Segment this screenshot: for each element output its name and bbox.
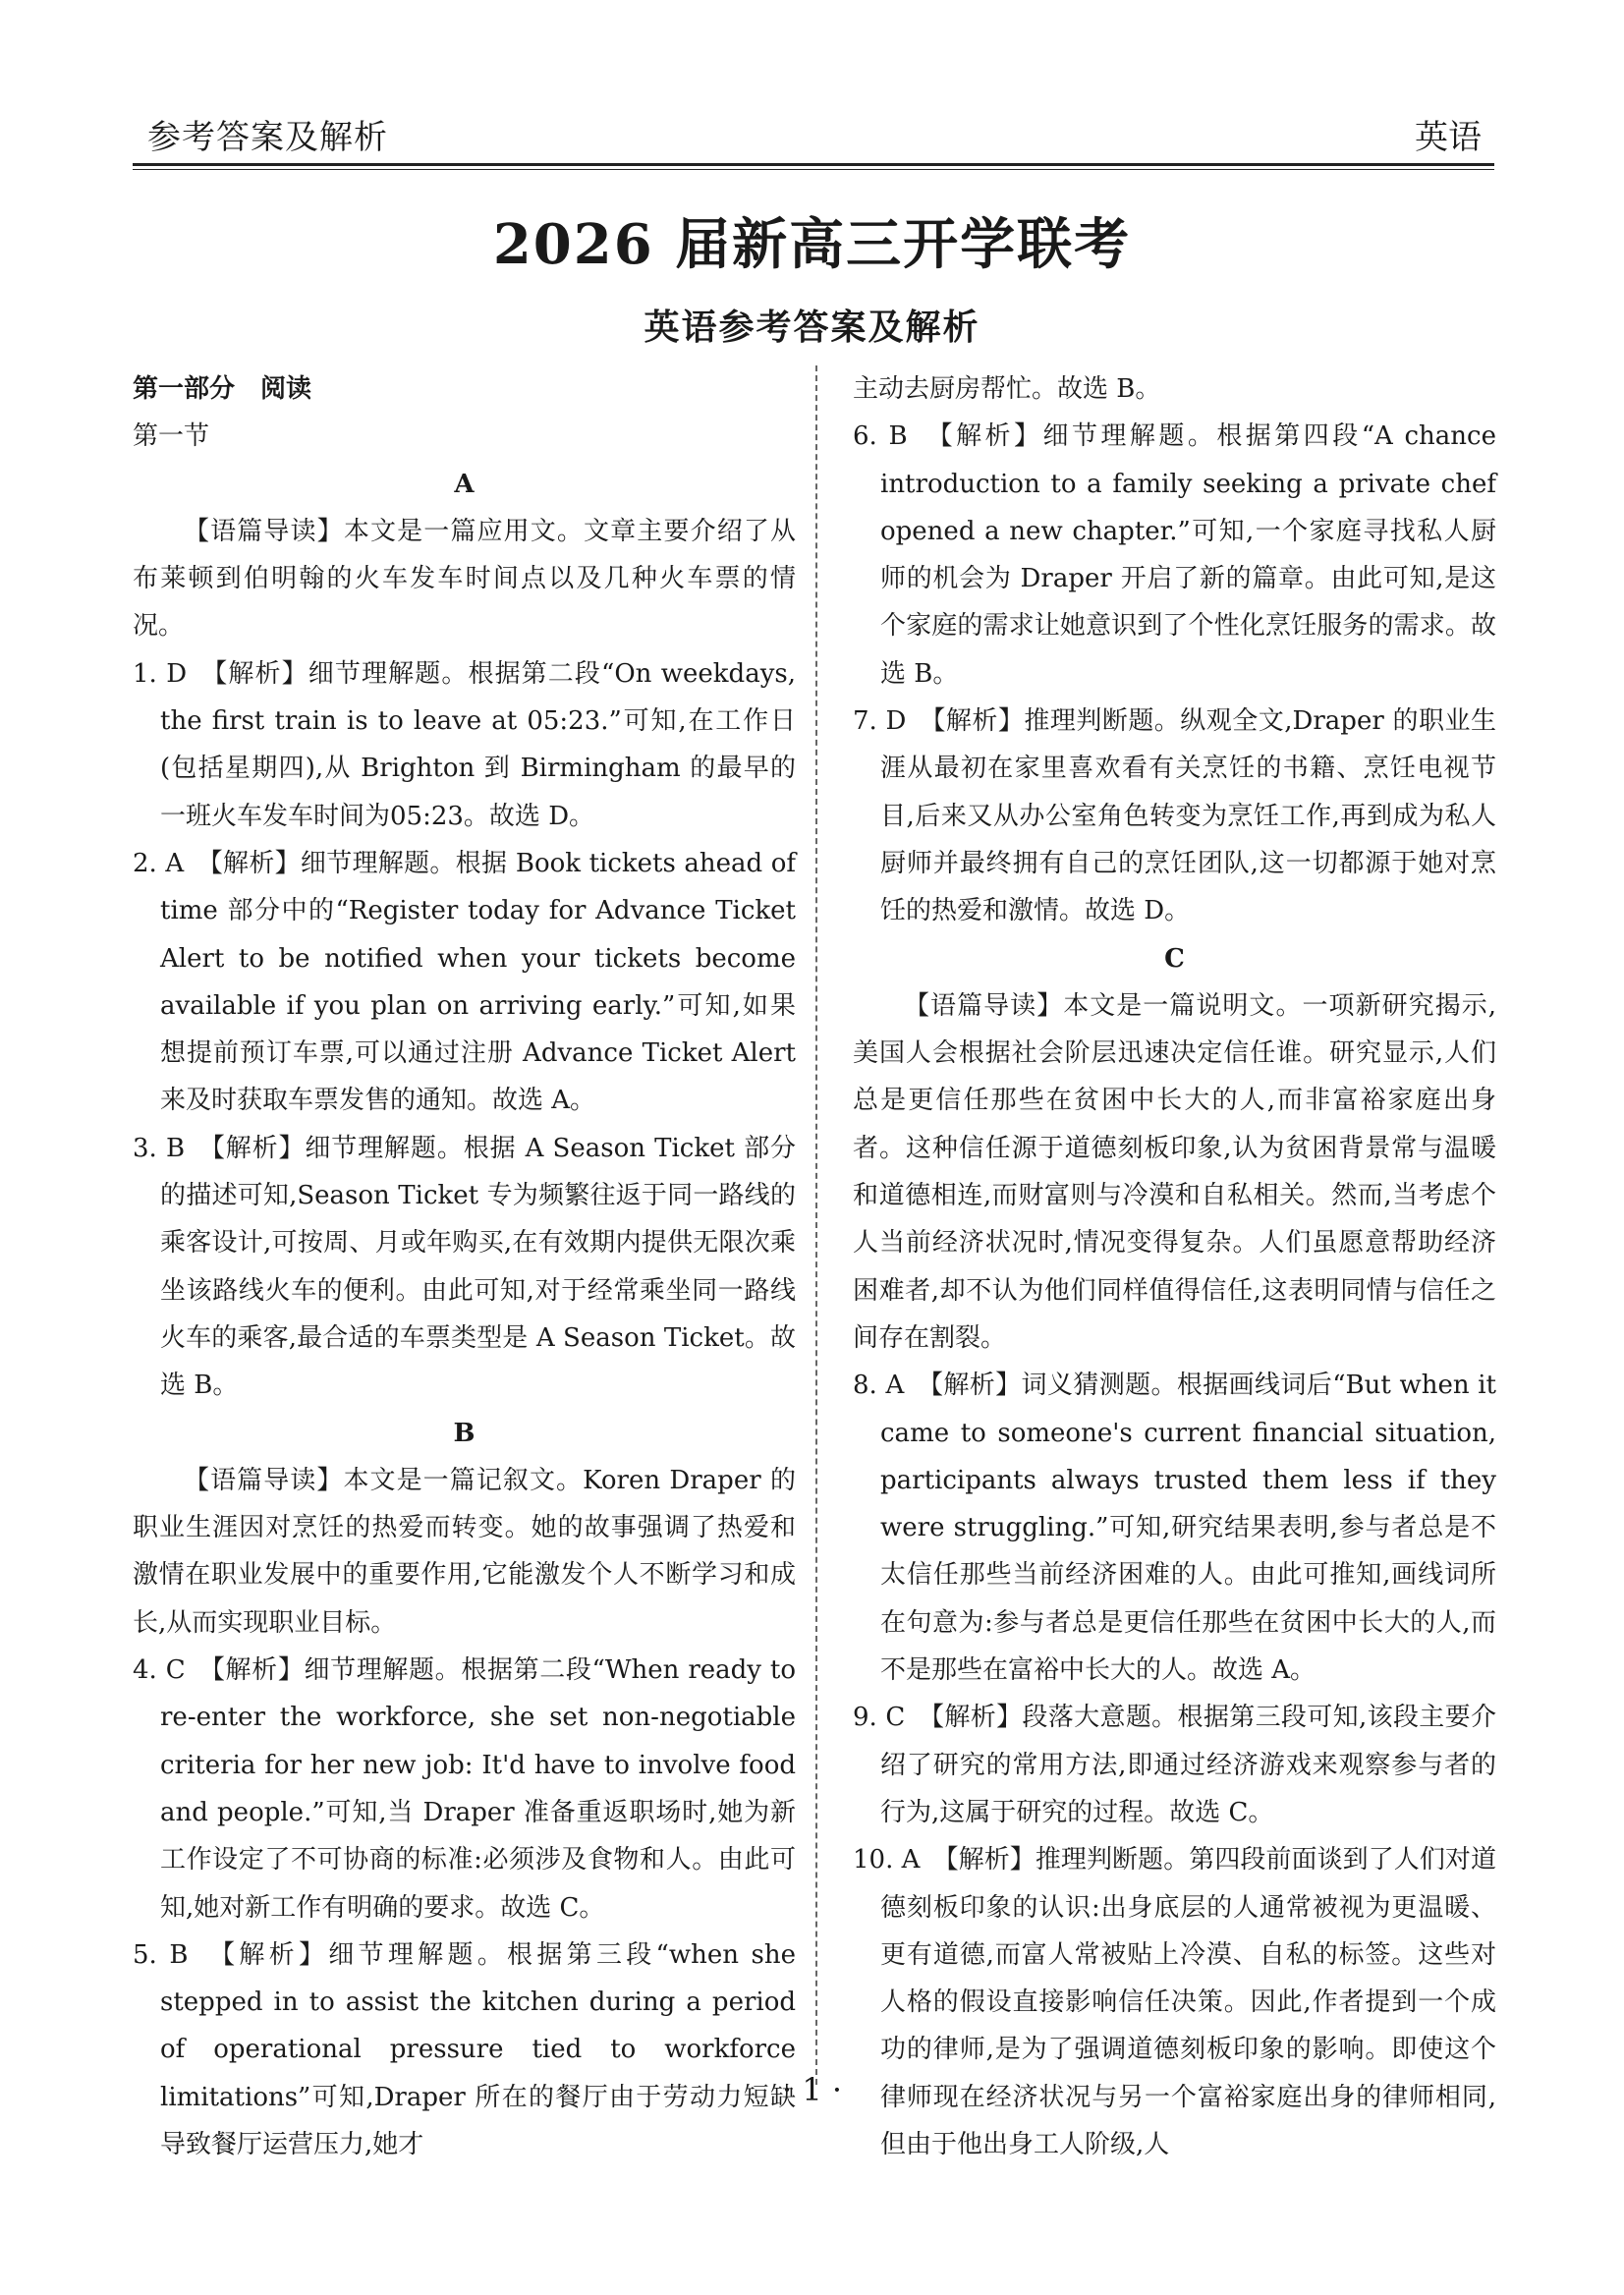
header-rule-thin xyxy=(133,169,1494,170)
passage-c-intro: 【语篇导读】本文是一篇说明文。一项新研究揭示,美国人会根据社会阶层迅速决定信任谁。研究显示,人们总是更信任那些在贫困中长大的人,而非富裕家庭出身者。这种信任源于道德刻板印象,认为贫困背景常与温暖和道德相连,而财富则与冷漠和自私相关。然而,当考虑个人当前经济状况时,情况变得复杂。人们虽愿意帮助经济困难者,却不认为他们同样值得信任,这表明同情与信任之间存在割裂。 xyxy=(853,990,1496,1353)
answer-1: 1. D 【解析】细节理解题。根据第二段“On weekdays, the first train is to leave at 05:23.”可知,在工作日(包括星期四),从 Brighton 到 Birmingham 的最早的一班火车发车时间为05:23。故选 D。 xyxy=(133,658,796,831)
page-number: · 1 · xyxy=(781,2071,843,2108)
answer-9: 9. C 【解析】段落大意题。根据第三段可知,该段主要介绍了研究的常用方法,即通过经济游戏来观察参与者的行为,这属于研究的过程。故选 C。 xyxy=(853,1703,1496,1827)
left-column xyxy=(133,365,796,2168)
header-left: 参考答案及解析 xyxy=(147,118,388,157)
column-divider xyxy=(815,365,817,2085)
passage-a-letter: A xyxy=(454,469,475,499)
answer-5-continued: 主动去厨房帮忙。故选 B。 xyxy=(853,374,1161,404)
answer-5: 5. B 【解析】细节理解题。根据第三段“when she stepped in to assist the kitchen during a period of operational pressure tied to workforce limitations”可知,Draper 所在的餐厅由于劳动力短缺导致餐厅运营压力,她才 xyxy=(133,1939,796,2159)
page-title: 2026 届新高三开学联考 xyxy=(492,212,1132,277)
part-heading: 第一部分 阅读 xyxy=(133,374,312,404)
answer-3: 3. B 【解析】细节理解题。根据 A Season Ticket 部分的描述可知,Season Ticket 专为频繁往返于同一路线的乘客设计,可按周、月或年购买,在有效期内提供无限次乘坐该路线火车的便利。由此可知,对于经常乘坐同一路线火车的乘客,最合适的车票类型是 A Season Ticket。故选 B。 xyxy=(133,1133,796,1401)
answer-10: 10. A 【解析】推理判断题。第四段前面谈到了人们对道德刻板印象的认识:出身底层的人通常被视为更温暖、更有道德,而富人常被贴上冷漠、自私的标签。这些对人格的假设直接影响信任决策。因此,作者提到一个成功的律师,是为了强调道德刻板印象的影响。即使这个律师现在经济状况与另一个富裕家庭出身的律师相同,但由于他出身工人阶级,人 xyxy=(853,1845,1496,2159)
passage-b-intro: 【语篇导读】本文是一篇记叙文。Koren Draper 的职业生涯因对烹饪的热爱而转变。她的故事强调了热爱和激情在职业发展中的重要作用,它能激发个人不断学习和成长,从而实现职业目标。 xyxy=(133,1465,796,1638)
right-column xyxy=(853,365,1496,2168)
header-rule xyxy=(133,163,1494,166)
section-heading: 第一节 xyxy=(133,421,210,452)
passage-a-intro: 【语篇导读】本文是一篇应用文。文章主要介绍了从布莱顿到伯明翰的火车发车时间点以及几种火车票的情况。 xyxy=(133,516,796,642)
page-subtitle: 英语参考答案及解析 xyxy=(644,307,980,348)
answer-4: 4. C 【解析】细节理解题。根据第二段“When ready to re-enter the workforce, she set non-negotiable criteria for her new job: It'd have to involve food and people.”可知,当 Draper 准备重返职场时,她为新工作设定了不可协商的标准:必须涉及食物和人。由此可知,她对新工作有明确的要求。故选 C。 xyxy=(133,1655,796,1923)
passage-c-letter: C xyxy=(1164,943,1185,974)
answer-7: 7. D 【解析】推理判断题。纵观全文,Draper 的职业生涯从最初在家里喜欢看有关烹饪的书籍、烹饪电视节目,后来又从办公室角色转变为烹饪工作,再到成为私人厨师并最终拥有自己的烹饪团队,这一切都源于她对烹饪的热爱和激情。故选 D。 xyxy=(853,706,1496,926)
answer-6: 6. B 【解析】细节理解题。根据第四段“A chance introduction to a family seeking a private chef opened a new chapter.”可知,一个家庭寻找私人厨师的机会为 Draper 开启了新的篇章。由此可知,是这个家庭的需求让她意识到了个性化烹饪服务的需求。故选 B。 xyxy=(853,421,1496,689)
answer-8: 8. A 【解析】词义猜测题。根据画线词后“But when it came to someone's current financial situation, participants always trusted them less if they were struggling.”可知,研究结果表明,参与者总是不太信任那些当前经济困难的人。由此可推知,画线词所在句意为:参与者总是更信任那些在贫困中长大的人,而不是那些在富裕中长大的人。故选 A。 xyxy=(853,1371,1496,1686)
answer-2: 2. A 【解析】细节理解题。根据 Book tickets ahead of time 部分中的“Register today for Advance Ticket Alert to be notified when your tickets become available if you plan on arriving early.”可知,如果想提前预订车票,可以通过注册 Advance Ticket Alert 来及时获取车票发售的通知。故选 A。 xyxy=(133,848,796,1116)
header-subject: 英语 xyxy=(1415,118,1482,157)
passage-b-letter: B xyxy=(453,1418,476,1448)
